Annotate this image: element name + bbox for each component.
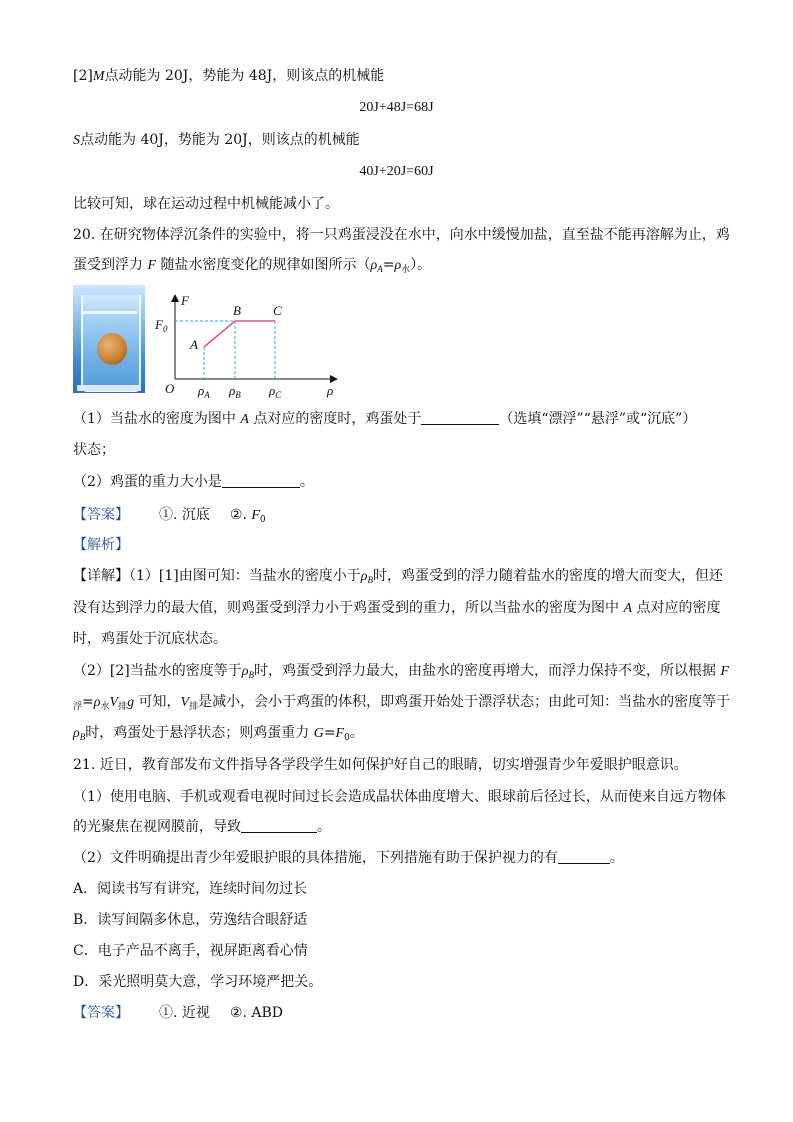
point-label-b: B (233, 303, 241, 318)
q20-stem-line1: 20. 在研究物体浮沉条件的实验中，将一只鸡蛋浸没在水中，向水中缓慢加盐，直至盐不能再溶解为止，鸡 (73, 227, 730, 243)
analysis-tag: 【解析】 (73, 537, 129, 553)
point-label-c: C (273, 303, 282, 318)
q20-answer-line (73, 505, 266, 530)
answer-2: ②. $F_0$ (229, 507, 266, 525)
mechanical-energy-s-line (73, 130, 360, 151)
comparison-line: 比较可知，球在运动过程中机械能减小了。 (73, 196, 339, 212)
q21-option-d[interactable]: D．采光照明莫大意，学习环境严把关。 (73, 974, 323, 990)
q21-answer-line (73, 1003, 283, 1023)
q20-sub1-line1: （1）当盐水的密度为图中 A 点对应的密度时，鸡蛋处于 （选填“漂浮”“悬浮”或“沉底”） (73, 411, 697, 427)
q21-sub1-line2: 的光聚焦在视网膜前，导致 。 (73, 819, 331, 835)
q20-blank-2[interactable] (222, 473, 300, 488)
beaker-egg-photo (73, 285, 145, 393)
answer-1: ①. 近视 (159, 1005, 210, 1021)
q20-sub2-line: （2）鸡蛋的重力大小是 。 (73, 474, 314, 490)
q21-option-b[interactable]: B．读写间隔多休息，劳逸结合眼舒适 (73, 912, 308, 928)
q21-blank-2[interactable] (558, 849, 610, 864)
s-line-text: 点动能为 40J，势能为 20J，则该点的机械能 (80, 132, 360, 148)
q21-sub2-line: （2）文件明确提出青少年爱眼护眼的具体措施，下列措施有助于保护视力的有 。 (73, 850, 624, 866)
answer-2: ②. ABD (229, 1005, 283, 1021)
detail-line6: $\rho_B$时，鸡蛋处于悬浮状态；则鸡蛋重力 $G=F_0$。 (73, 725, 364, 743)
y-axis-label: F (181, 293, 189, 308)
q21-option-c[interactable]: C．电子产品不离手，视屏距离看心情 (73, 943, 308, 959)
calculation-s: 40J+20J=60J (359, 164, 434, 179)
egg (97, 333, 127, 365)
point-s-label: S (73, 133, 80, 148)
detail-line3: 时，鸡蛋处于沉底状态。 (73, 631, 227, 647)
q20-blank-1[interactable] (421, 410, 499, 425)
q21-option-a[interactable]: A．阅读书写有讲究，连续时间勿过长 (73, 881, 308, 897)
calculation-m: 20J+48J=68J (359, 100, 434, 115)
point-m-label: M (92, 69, 105, 84)
origin-label: O (165, 381, 175, 396)
x-tick-label-c: $\rho_C$ (269, 383, 282, 400)
detail-line5: $_浮=\rho_水V_排g$ 可知，$V_排$是减小，会小于鸡蛋的体积，即鸡蛋开始处于漂浮状态；由此可知：当盐水的密度等于 (73, 694, 731, 712)
answer-tag: 【答案】 (73, 507, 129, 523)
beaker-base (77, 385, 141, 391)
detail-line4: （2）[2]当盐水的密度等于$\rho_B$时，鸡蛋受到浮力最大，由盐水的密度再增大，而浮力保持不变，所以根据 F (73, 663, 729, 680)
q21-blank-1[interactable] (241, 818, 317, 833)
buoyancy-density-chart (151, 285, 351, 405)
x-tick-label-a: $\rho_A$ (198, 383, 210, 400)
answer-1: ①. 沉底 (159, 507, 210, 523)
q20-stem-line2: 蛋受到浮力 F 随盐水密度变化的规律如图所示$(\rho_A=\rho_水)$。 (73, 257, 432, 275)
x-tick-label-b: $\rho_B$ (229, 383, 241, 400)
buoyancy-series-line (204, 321, 275, 347)
mechanical-energy-m-line (73, 66, 384, 87)
point-label-a: A (190, 337, 198, 352)
y-tick-label-f0: $F_0$ (155, 317, 168, 334)
q21-sub1-line1: （1）使用电脑、手机或观看电视时间过长会造成晶状体曲度增大、眼球前后径过长，从而使来自远方物体 (73, 789, 726, 805)
detail-line2: 没有达到浮力的最大值，则鸡蛋受到浮力小于鸡蛋受到的重力，所以当盐水的密度为图中 A 点对应的密度 (73, 600, 721, 616)
detail-line1: 【详解】（1）[1]由图可知：当盐水的密度小于$\rho_B$时，鸡蛋受到的浮力随着盐水的密度的增大而变大，但还 (73, 568, 723, 585)
m-line-text: 点动能为 20J，势能为 48J，则该点的机械能 (104, 68, 385, 84)
detail-tag: 【详解】 (73, 568, 129, 584)
water-surface (83, 311, 137, 314)
x-axis-label: ρ (327, 383, 334, 398)
q21-stem: 21. 近日，教育部发布文件指导各学段学生如何保护好自己的眼睛，切实增强青少年爱眼护眼意识。 (73, 757, 688, 773)
answer-tag: 【答案】 (73, 1005, 129, 1021)
question-part-tag: [2] (73, 68, 93, 84)
q20-sub1-line2: 状态； (73, 442, 115, 458)
